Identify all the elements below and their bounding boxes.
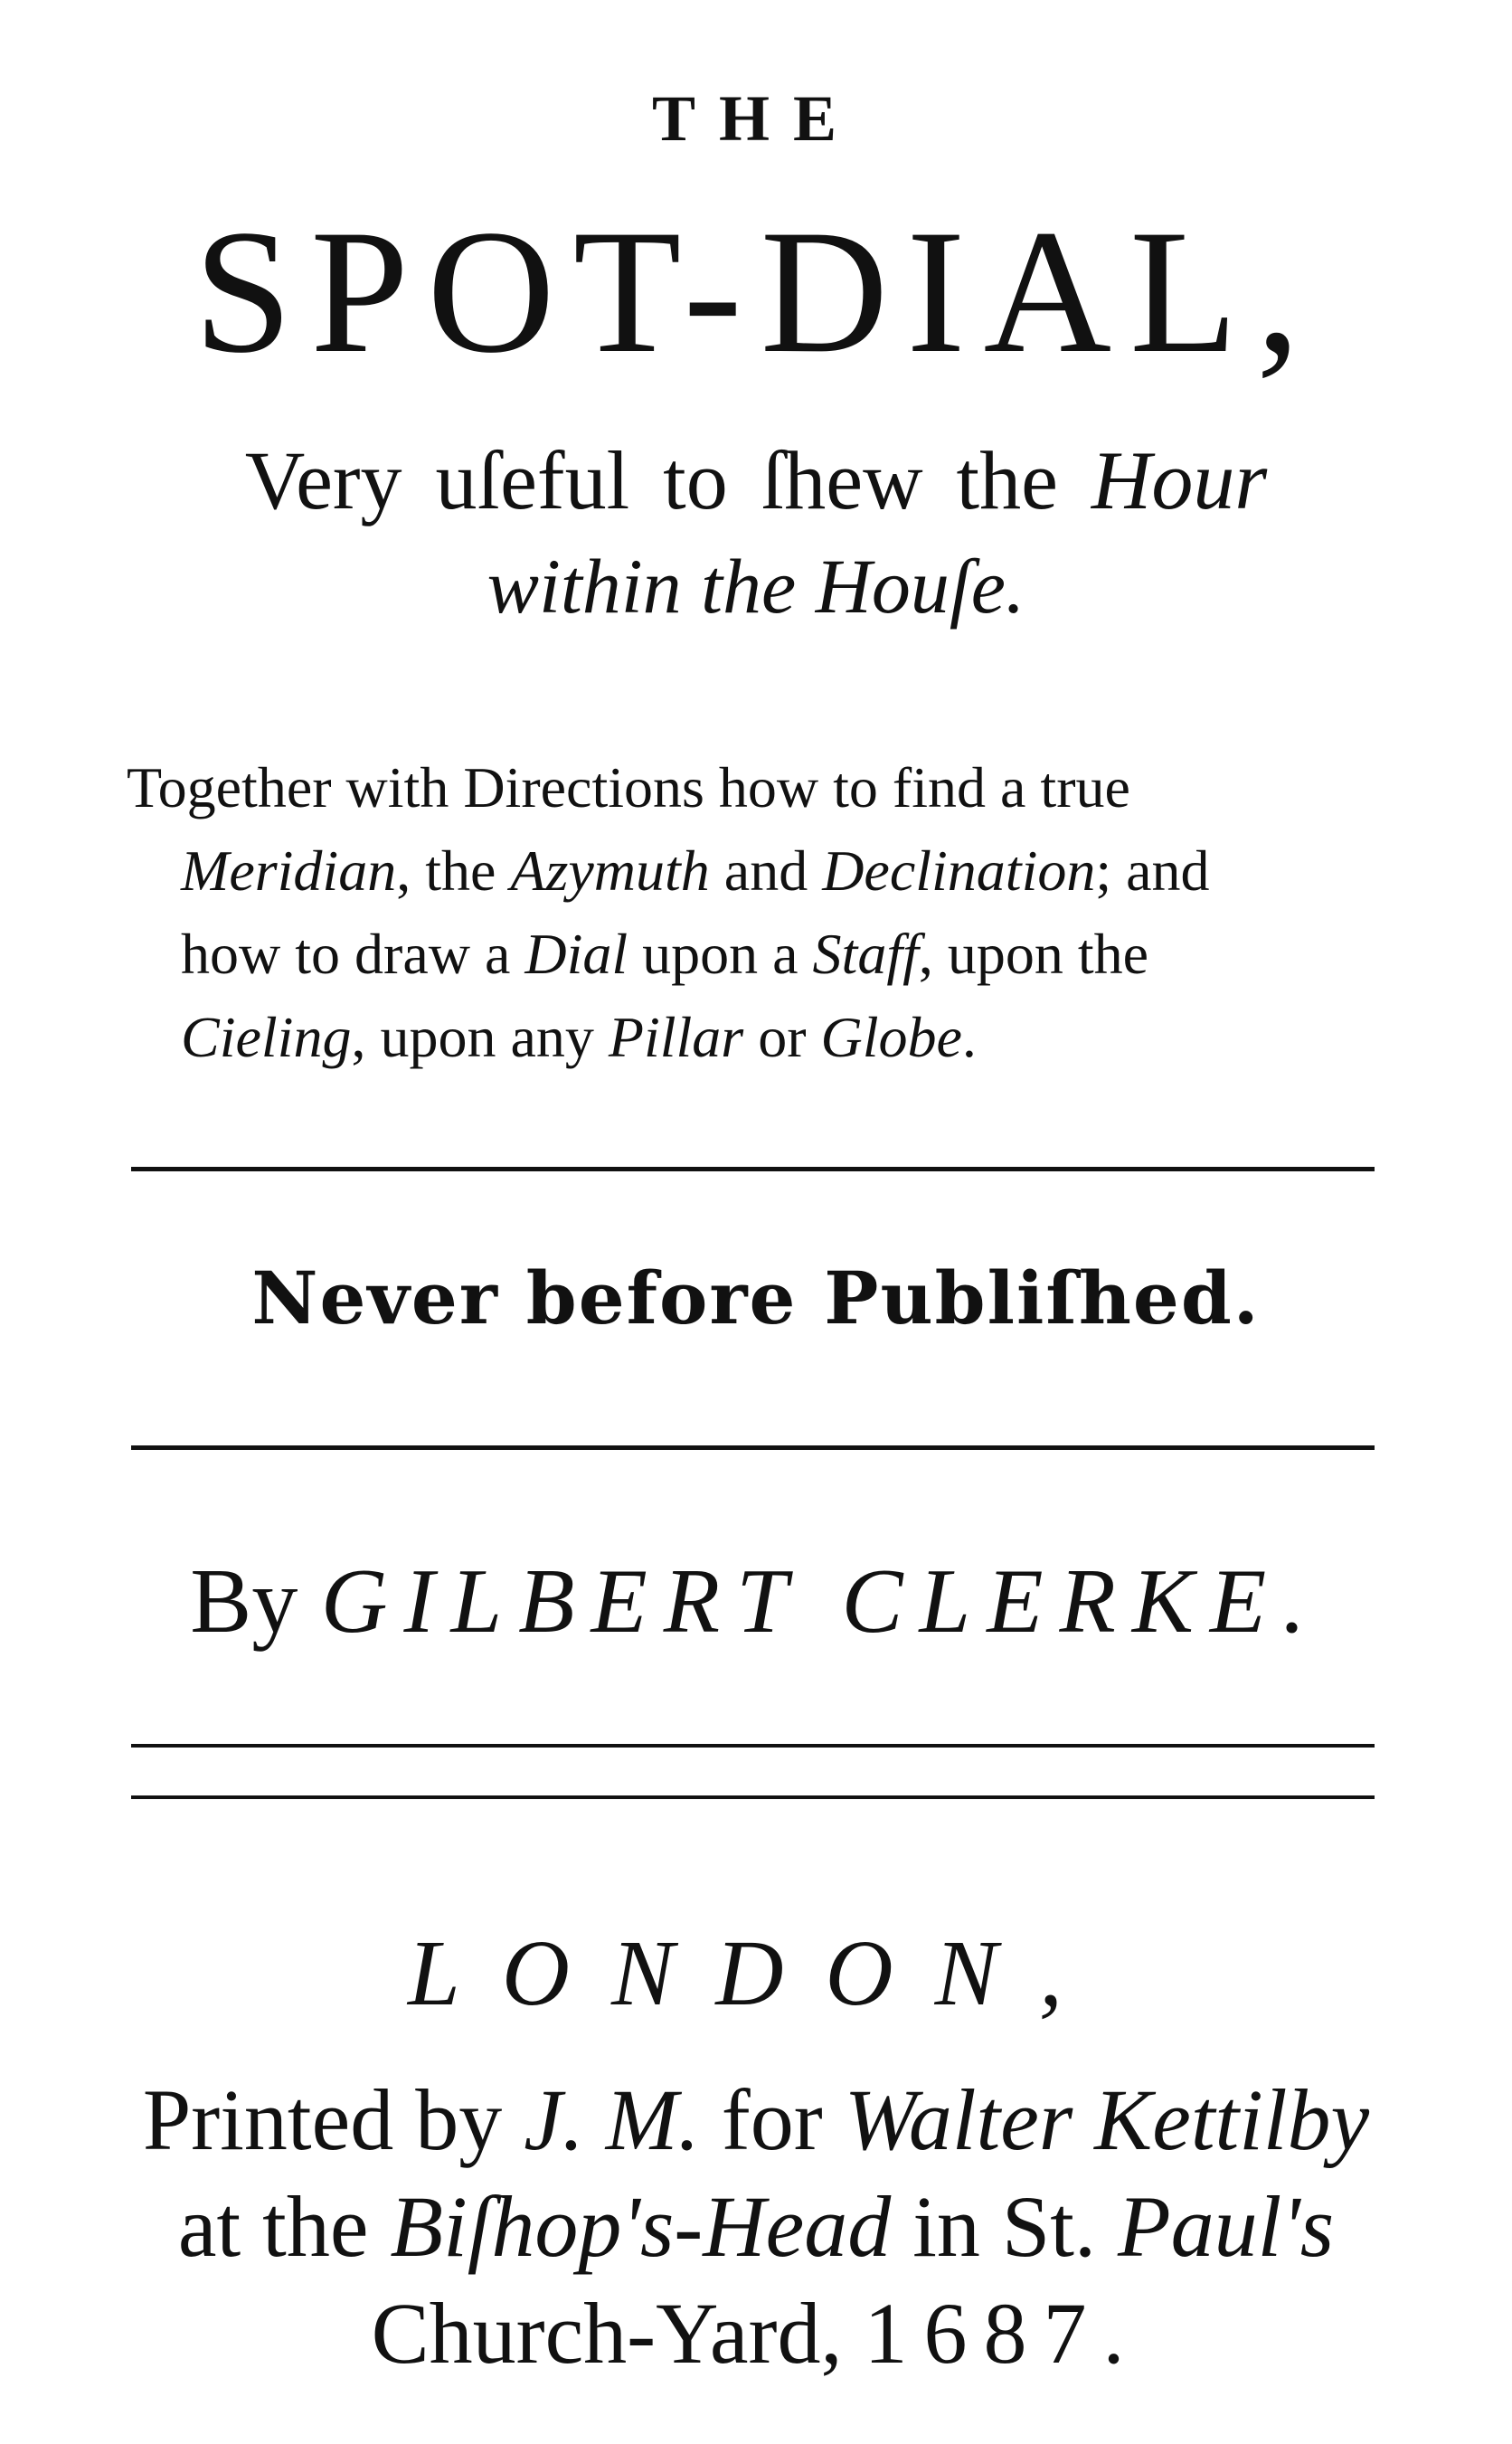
directions-text: ; and [1095, 838, 1210, 903]
directions-line-2 [127, 829, 1393, 913]
author-name: GILBERT CLERKE. [320, 1550, 1322, 1653]
directions-paragraph [127, 746, 1393, 1079]
imprint-text: for [699, 2071, 845, 2168]
imprint-line-1 [0, 2067, 1512, 2174]
byline [0, 1550, 1512, 1653]
directions-text: , upon any [351, 1005, 609, 1069]
imprint-text: at the [177, 2178, 391, 2275]
subtitle-hour: Hour [1091, 434, 1268, 526]
bookseller-name: Walter Kettilby [844, 2071, 1370, 2168]
directions-line-3 [127, 913, 1393, 996]
directions-text: upon a [628, 922, 813, 986]
imprint-text: in St. [891, 2178, 1118, 2275]
term-cieling: Cieling [181, 1005, 352, 1069]
divider-rule [131, 1445, 1375, 1450]
directions-text: how to draw a [181, 922, 525, 986]
directions-line-4 [127, 996, 1393, 1079]
imprint-city: LONDON, [408, 1921, 1104, 2025]
imprint-line-2 [0, 2174, 1512, 2280]
divider-rule [131, 1167, 1375, 1171]
term-dial: Dial [524, 922, 628, 986]
directions-text: . [961, 1005, 977, 1069]
imprint-line-3 [0, 2280, 1512, 2387]
publication-notice: Never before Publiſhed. [251, 1255, 1261, 1340]
term-pillar: Pillar [608, 1005, 744, 1069]
directions-text: and [709, 838, 823, 903]
church-name: Paul's [1117, 2178, 1335, 2275]
directions-line-1: Together with Directions how to find a true [127, 755, 1130, 819]
printer-initials: J. M. [524, 2071, 700, 2168]
imprint-text: Printed by [142, 2071, 524, 2168]
term-azymuth: Azymuth [510, 838, 710, 903]
directions-text: , the [396, 838, 511, 903]
byline-by: By [190, 1550, 321, 1653]
term-meridian: Meridian [181, 838, 397, 903]
shop-sign: Biſhop's-Head [390, 2178, 892, 2275]
term-staff: Staff [812, 922, 919, 986]
term-globe: Globe [820, 1005, 962, 1069]
subtitle-line-1 [0, 434, 1512, 526]
divider-rule [131, 1744, 1375, 1748]
directions-text: , upon the [918, 922, 1149, 986]
book-title: SPOT-DIAL, [194, 194, 1318, 390]
subtitle-line-2: within the Houſe. [487, 543, 1025, 630]
directions-text: or [743, 1005, 821, 1069]
imprint-text: Church-Yard, [371, 2285, 865, 2382]
term-declination: Declination [822, 838, 1096, 903]
publication-year: 1687. [864, 2285, 1141, 2382]
title-article: THE [651, 82, 861, 155]
divider-rule [131, 1795, 1375, 1799]
subtitle-text: Very uſeful to ſhew the [244, 434, 1091, 526]
